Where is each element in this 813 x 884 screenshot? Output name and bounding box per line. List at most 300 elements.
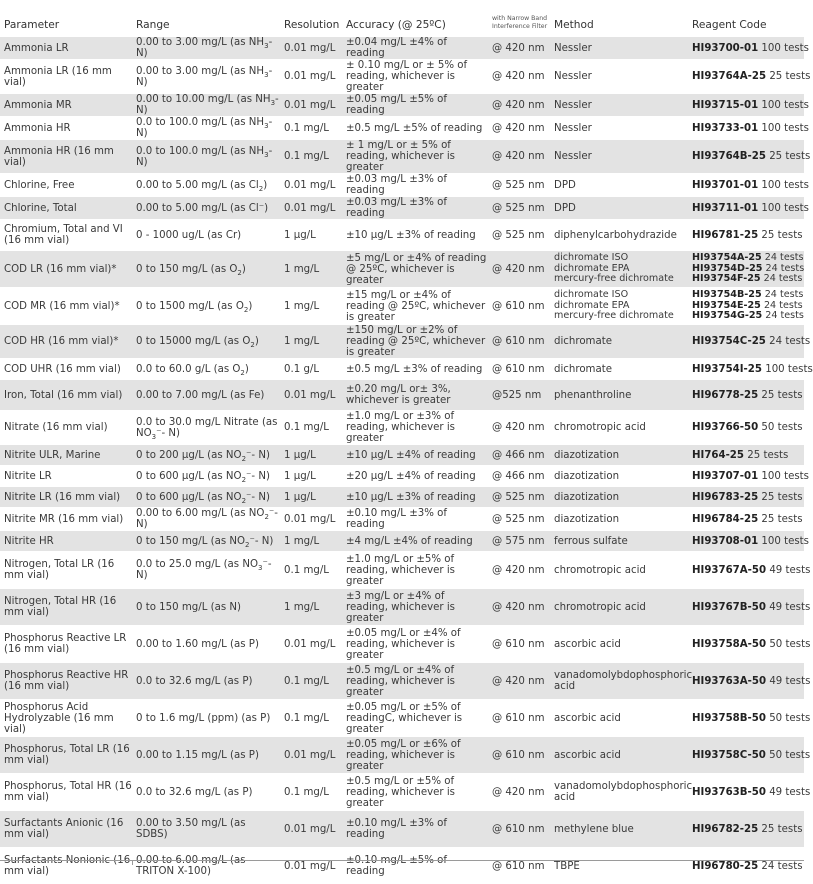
cell-resolution: 1 mg/L	[280, 589, 342, 626]
cell-range: 0 to 15000 mg/L (as $O_2$)	[132, 325, 280, 359]
cell-filter: @ 420 nm	[488, 251, 550, 288]
cell-accuracy: ±20 µg/L ±4% of reading	[342, 466, 488, 487]
cell-resolution: 0.1 g/L	[280, 359, 342, 380]
cell-parameter: Nitrogen, Total HR (16 mm vial)	[0, 589, 132, 626]
cell-method: ferrous sulfate	[550, 531, 688, 552]
table-row	[0, 508, 804, 531]
header-filter	[488, 0, 550, 37]
reagent-tests: 50 tests	[769, 713, 810, 724]
cell-range: 0 to 150 mg/L (as N)	[132, 589, 280, 626]
cell-reagent-code	[688, 626, 804, 663]
reagent-tests: 100 tests	[761, 180, 809, 191]
cell-filter: @ 610 nm	[488, 325, 550, 359]
reagent-tests: 25 tests	[747, 450, 788, 461]
cell-parameter: Ammonia LR (16 mm vial)	[0, 60, 132, 94]
cell-reagent-code	[688, 848, 804, 884]
reagent-code: HI93764A-25	[692, 71, 766, 82]
cell-method: chromotropic acid	[550, 552, 688, 589]
cell-filter: @ 525 nm	[488, 220, 550, 251]
cell-accuracy: ±15 mg/L or ±4% of reading @ 25ºC, whichever is greater	[342, 288, 488, 325]
reagent-code: HI93707-01	[692, 471, 758, 482]
cell-range: 0.0 to 32.6 mg/L (as P)	[132, 774, 280, 811]
cell-range: 0.00 to 1.60 mg/L (as P)	[132, 626, 280, 663]
reagent-code: HI93758B-50	[692, 713, 766, 724]
cell-filter: @ 525 nm	[488, 197, 550, 220]
cell-range: 0 to 600 µg/L (as $NO_2^--$ N)	[132, 487, 280, 508]
method-line: dichromate ISO	[554, 290, 688, 300]
cell-filter: @ 420 nm	[488, 140, 550, 174]
cell-range: 0.0 to 32.6 mg/L (as P)	[132, 663, 280, 700]
reagent-tests: 25 tests	[761, 492, 802, 503]
cell-reagent-code	[688, 552, 804, 589]
cell-reagent-code	[688, 94, 804, 117]
table-row	[0, 811, 804, 848]
reagent-tests: 49 tests	[769, 787, 810, 798]
cell-range: 0.00 to 7.00 mg/L (as Fe)	[132, 380, 280, 411]
cell-range: 0 to 200 µg/L (as $NO_2^--$ N)	[132, 445, 280, 466]
reagent-code: HI764-25	[692, 450, 744, 461]
cell-resolution: 0.1 mg/L	[280, 411, 342, 445]
cell-filter: @ 420 nm	[488, 117, 550, 140]
reagent-code: HI96778-25	[692, 390, 758, 401]
table-row	[0, 359, 804, 380]
cell-resolution: 0.01 mg/L	[280, 380, 342, 411]
cell-resolution: 0.01 mg/L	[280, 811, 342, 848]
bottom-divider	[0, 860, 804, 861]
table-row	[0, 663, 804, 700]
reagent-tests: 100 tests	[761, 203, 809, 214]
cell-resolution: 0.01 mg/L	[280, 848, 342, 884]
cell-method: diazotization	[550, 508, 688, 531]
cell-reagent-code	[688, 380, 804, 411]
cell-resolution: 1 µg/L	[280, 487, 342, 508]
cell-filter: @ 525 nm	[488, 487, 550, 508]
cell-method: vanadomolybdophosphoric acid	[550, 774, 688, 811]
cell-range: 0.0 to 60.0 g/L (as $O_2$)	[132, 359, 280, 380]
cell-accuracy: ±1.0 mg/L or ±3% of reading, whichever is greater	[342, 411, 488, 445]
reagent-code: HI96784-25	[692, 514, 758, 525]
table-row	[0, 174, 804, 197]
cell-range: 0.00 to 3.00 mg/L (as $NH_3-N$)	[132, 37, 280, 60]
cell-filter: @ 420 nm	[488, 37, 550, 60]
cell-range: 0.0 to 100.0 mg/L (as $NH_3-N$)	[132, 140, 280, 174]
cell-method: ascorbic acid	[550, 626, 688, 663]
cell-parameter: COD UHR (16 mm vial)	[0, 359, 132, 380]
cell-reagent-code	[688, 37, 804, 60]
reagent-tests: 25 tests	[761, 390, 802, 401]
reagent-code: HI96783-25	[692, 492, 758, 503]
cell-resolution: 1 µg/L	[280, 445, 342, 466]
cell-resolution: 1 mg/L	[280, 531, 342, 552]
reagent-code: HI93754D-25	[692, 263, 762, 274]
cell-parameter: Ammonia HR (16 mm vial)	[0, 140, 132, 174]
table-row	[0, 197, 804, 220]
cell-accuracy: ±0.10 mg/L ±3% of reading	[342, 508, 488, 531]
cell-parameter: Nitrite ULR, Marine	[0, 445, 132, 466]
header-resolution: Resolution	[280, 0, 342, 37]
cell-reagent-code	[688, 174, 804, 197]
reagent-tests: 24 tests	[765, 289, 804, 300]
cell-accuracy: ±0.5 mg/L ±3% of reading	[342, 359, 488, 380]
reagent-tests: 24 tests	[769, 336, 810, 347]
cell-parameter: mm vial)	[0, 848, 132, 884]
cell-range: 0.00 to 6.00 mg/L (as $NO_2^--$ N)	[132, 508, 280, 531]
cell-method: phenanthroline	[550, 380, 688, 411]
reagent-tests: 100 tests	[765, 364, 813, 375]
reagent-code: HI96782-25	[692, 824, 758, 835]
reagent-code: HI96780-25	[692, 861, 758, 872]
reagent-code: HI93767B-50	[692, 602, 766, 613]
cell-accuracy: ±0.5 mg/L or ±5% of reading, whichever is greater	[342, 774, 488, 811]
cell-accuracy: ±3 mg/L or ±4% of reading, whichever is greater	[342, 589, 488, 626]
cell-accuracy: ±0.03 mg/L ±3% of reading	[342, 174, 488, 197]
cell-accuracy: ±0.05 mg/L or ±5% of readingC, whichever is greater	[342, 700, 488, 737]
table-body	[0, 37, 804, 884]
reagent-tests: 49 tests	[769, 565, 810, 576]
cell-accuracy: ±0.03 mg/L ±3% of reading	[342, 197, 488, 220]
cell-range: 0 to 150 mg/L (as $O_2$)	[132, 251, 280, 288]
table-row	[0, 251, 804, 288]
cell-reagent-code	[688, 220, 804, 251]
cell-method: Nessler	[550, 37, 688, 60]
cell-accuracy: ±0.10 mg/L ±3% of reading	[342, 811, 488, 848]
cell-reagent-code	[688, 60, 804, 94]
cell-method: ascorbic acid	[550, 700, 688, 737]
cell-parameter: Nitrite MR (16 mm vial)	[0, 508, 132, 531]
method-line: dichromate ISO	[554, 253, 688, 263]
cell-filter: @ 610 nm	[488, 359, 550, 380]
cell-parameter: COD HR (16 mm vial)*	[0, 325, 132, 359]
cell-method: diazotization	[550, 445, 688, 466]
table-header	[0, 0, 804, 37]
header-method: Method	[550, 0, 688, 37]
cell-resolution: 0.1 mg/L	[280, 774, 342, 811]
cell-accuracy: ±0.5 mg/L or ±4% of reading, whichever is greater	[342, 663, 488, 700]
cell-accuracy: ±0.05 mg/L ±5% of reading	[342, 94, 488, 117]
cell-range: 0.00 to 5.00 mg/L (as $Cl_2$)	[132, 174, 280, 197]
reagent-code: HI93754G-25	[692, 310, 762, 321]
cell-reagent-code	[688, 288, 804, 325]
cell-reagent-code	[688, 197, 804, 220]
cell-parameter: Ammonia LR	[0, 37, 132, 60]
table-row	[0, 445, 804, 466]
cell-parameter: Phosphorus Reactive LR (16 mm vial)	[0, 626, 132, 663]
cell-parameter: Chromium, Total and VI (16 mm vial)	[0, 220, 132, 251]
table-row	[0, 531, 804, 552]
cell-filter: @525 nm	[488, 380, 550, 411]
reagent-code: HI93708-01	[692, 536, 758, 547]
cell-accuracy: ±0.05 mg/L or ±6% of reading, whichever is greater	[342, 737, 488, 774]
cell-reagent-code	[688, 251, 804, 288]
cell-resolution: 0.01 mg/L	[280, 60, 342, 94]
table-row	[0, 140, 804, 174]
table-row	[0, 589, 804, 626]
cell-reagent-code	[688, 700, 804, 737]
cell-range: 0.00 to 3.50 mg/L (as SDBS)	[132, 811, 280, 848]
reagent-code: HI93754C-25	[692, 336, 766, 347]
cell-method: dichromate	[550, 359, 688, 380]
table-row	[0, 411, 804, 445]
table-row	[0, 466, 804, 487]
cell-resolution: 0.01 mg/L	[280, 94, 342, 117]
cell-parameter: Nitrate (16 mm vial)	[0, 411, 132, 445]
cell-method: diphenylcarbohydrazide	[550, 220, 688, 251]
cell-reagent-code	[688, 531, 804, 552]
table-row	[0, 37, 804, 60]
table-row	[0, 325, 804, 359]
method-line: mercury-free dichromate	[554, 311, 688, 321]
cell-resolution: 1 mg/L	[280, 325, 342, 359]
cell-method: chromotropic acid	[550, 589, 688, 626]
cell-range: 0 to 150 mg/L (as $NO_2^--$ N)	[132, 531, 280, 552]
cell-reagent-code	[688, 117, 804, 140]
cell-method: Nessler	[550, 94, 688, 117]
table-row	[0, 220, 804, 251]
reagent-code: HI93754F-25	[692, 273, 761, 284]
reagent-code: HI93763A-50	[692, 676, 766, 687]
reagent-tests: 49 tests	[769, 676, 810, 687]
reagent-tests: 24 tests	[764, 300, 803, 311]
cell-parameter: Nitrite LR	[0, 466, 132, 487]
reagent-tests: 100 tests	[761, 471, 809, 482]
cell-range: TRITON X-100)	[132, 848, 280, 884]
reagent-tests: 24 tests	[765, 252, 804, 263]
cell-accuracy: ±5 mg/L or ±4% of reading @ 25ºC, whichever is greater	[342, 251, 488, 288]
cell-reagent-code	[688, 487, 804, 508]
cell-filter: @ 420 nm	[488, 411, 550, 445]
cell-method: diazotization	[550, 466, 688, 487]
reagent-tests: 24 tests	[764, 273, 803, 284]
table-row	[0, 700, 804, 737]
cell-method: Nessler	[550, 140, 688, 174]
cell-method: chromotropic acid	[550, 411, 688, 445]
cell-method: diazotization	[550, 487, 688, 508]
method-line: dichromate EPA	[554, 301, 688, 311]
cell-reagent-code	[688, 359, 804, 380]
cell-resolution: 0.01 mg/L	[280, 174, 342, 197]
reagent-tests: 49 tests	[769, 602, 810, 613]
cell-parameter: Chlorine, Total	[0, 197, 132, 220]
cell-resolution: 0.01 mg/L	[280, 626, 342, 663]
cell-method	[550, 288, 688, 325]
cell-accuracy: ±1.0 mg/L or ±5% of reading, whichever is greater	[342, 552, 488, 589]
cell-filter: @ 420 nm	[488, 663, 550, 700]
cell-range: 0 to 1.6 mg/L (ppm) (as P)	[132, 700, 280, 737]
header-reagent-code: Reagent Code	[688, 0, 804, 37]
cell-reagent-code	[688, 508, 804, 531]
cell-reagent-code	[688, 811, 804, 848]
cell-accuracy: ±150 mg/L or ±2% of reading @ 25ºC, whichever is greater	[342, 325, 488, 359]
reagent-code-line	[692, 311, 804, 321]
reagent-tests: 50 tests	[769, 750, 810, 761]
cell-accuracy: ±0.05 mg/L or ±4% of reading, whichever is greater	[342, 626, 488, 663]
cell-reagent-code	[688, 140, 804, 174]
cell-method: ascorbic acid	[550, 737, 688, 774]
cell-filter: @ 525 nm	[488, 174, 550, 197]
cell-parameter: Iron, Total (16 mm vial)	[0, 380, 132, 411]
cell-resolution: 0.01 mg/L	[280, 737, 342, 774]
header-accuracy: Accuracy (@ 25ºC)	[342, 0, 488, 37]
reagent-code: HI93764B-25	[692, 151, 766, 162]
table-row	[0, 848, 804, 884]
cell-method: methylene blue	[550, 811, 688, 848]
cell-accuracy: ±10 µg/L ±3% of reading	[342, 220, 488, 251]
cell-method: TBPE	[550, 848, 688, 884]
reagent-code: HI93715-01	[692, 100, 758, 111]
cell-reagent-code	[688, 325, 804, 359]
reagent-code: HI93701-01	[692, 180, 758, 191]
cell-resolution: 0.1 mg/L	[280, 663, 342, 700]
reagent-tests: 50 tests	[769, 639, 810, 650]
reagent-code: HI93763B-50	[692, 787, 766, 798]
reagent-tests: 100 tests	[761, 536, 809, 547]
cell-parameter: Nitrite LR (16 mm vial)	[0, 487, 132, 508]
cell-parameter: Nitrite HR	[0, 531, 132, 552]
reagent-code: HI93754A-25	[692, 252, 762, 263]
reagent-code: HI93700-01	[692, 43, 758, 54]
reagent-code: HI93754E-25	[692, 300, 761, 311]
cell-parameter: Ammonia MR	[0, 94, 132, 117]
cell-reagent-code	[688, 411, 804, 445]
cell-resolution: 0.1 mg/L	[280, 700, 342, 737]
reagent-code: HI93733-01	[692, 123, 758, 134]
cell-method: DPD	[550, 174, 688, 197]
reagent-code: HI93758C-50	[692, 750, 766, 761]
cell-filter: @ 420 nm	[488, 94, 550, 117]
cell-filter: @ 610 nm	[488, 288, 550, 325]
cell-accuracy: ±0.04 mg/L ±4% of reading	[342, 37, 488, 60]
reagent-tests: 24 tests	[766, 263, 805, 274]
reagent-tests: 100 tests	[761, 43, 809, 54]
header-parameter: Parameter	[0, 0, 132, 37]
reagent-code-line	[692, 274, 804, 284]
reagent-tests: 50 tests	[761, 422, 802, 433]
table-row	[0, 380, 804, 411]
cell-range: 0 - 1000 ug/L (as Cr)	[132, 220, 280, 251]
cell-parameter: COD LR (16 mm vial)*	[0, 251, 132, 288]
cell-accuracy: reading	[342, 848, 488, 884]
cell-resolution: 1 µg/L	[280, 220, 342, 251]
cell-resolution: 0.1 mg/L	[280, 140, 342, 174]
table-row	[0, 117, 804, 140]
cell-reagent-code	[688, 589, 804, 626]
table-row	[0, 94, 804, 117]
cell-resolution: 0.01 mg/L	[280, 197, 342, 220]
cell-filter: @ 610 nm	[488, 848, 550, 884]
cell-filter: @ 466 nm	[488, 445, 550, 466]
table-row	[0, 774, 804, 811]
table-row	[0, 60, 804, 94]
table-row	[0, 552, 804, 589]
cell-parameter: COD MR (16 mm vial)*	[0, 288, 132, 325]
cell-parameter: Ammonia HR	[0, 117, 132, 140]
cell-resolution: 0.01 mg/L	[280, 37, 342, 60]
cell-accuracy: ± 1 mg/L or ± 5% of reading, whichever is greater	[342, 140, 488, 174]
cell-method: DPD	[550, 197, 688, 220]
reagent-code: HI93754B-25	[692, 289, 762, 300]
cell-parameter: Surfactants Anionic (16 mm vial)	[0, 811, 132, 848]
cell-range: 0.00 to 3.00 mg/L (as $NH_3-N$)	[132, 60, 280, 94]
cell-range: 0.0 to 100.0 mg/L (as $NH_3-N$)	[132, 117, 280, 140]
cell-range: 0 to 600 µg/L (as $NO_2^--$ N)	[132, 466, 280, 487]
cell-parameter: Phosphorus Reactive HR (16 mm vial)	[0, 663, 132, 700]
reagent-tests: 100 tests	[761, 100, 809, 111]
cell-range: 0.00 to 1.15 mg/L (as P)	[132, 737, 280, 774]
header-range: Range	[132, 0, 280, 37]
reagent-tests: 24 tests	[765, 310, 804, 321]
cell-accuracy: ±10 µg/L ±3% of reading	[342, 487, 488, 508]
reagent-tests: 24 tests	[761, 861, 802, 872]
cell-accuracy: ±4 mg/L ±4% of reading	[342, 531, 488, 552]
cell-filter: @ 610 nm	[488, 811, 550, 848]
cell-parameter: Nitrogen, Total LR (16 mm vial)	[0, 552, 132, 589]
reagent-tests: 25 tests	[761, 824, 802, 835]
bottom-divider-tick	[132, 860, 133, 865]
cell-resolution: 1 mg/L	[280, 288, 342, 325]
reagent-tests: 25 tests	[761, 514, 802, 525]
cell-method: Nessler	[550, 60, 688, 94]
cell-range: 0.0 to 30.0 mg/L Nitrate (as $NO_3^--$ N)	[132, 411, 280, 445]
reagent-tests: 25 tests	[769, 151, 810, 162]
cell-accuracy: ± 0.10 mg/L or ± 5% of reading, whichever is greater	[342, 60, 488, 94]
header-filter-line1: with Narrow Band	[492, 15, 547, 22]
cell-reagent-code	[688, 774, 804, 811]
cell-range: 0.00 to 10.00 mg/L (as $NH_3-N$)	[132, 94, 280, 117]
cell-accuracy: ±10 µg/L ±4% of reading	[342, 445, 488, 466]
cell-accuracy: ±0.5 mg/L ±5% of reading	[342, 117, 488, 140]
cell-method: dichromate	[550, 325, 688, 359]
cell-resolution: 1 mg/L	[280, 251, 342, 288]
cell-parameter: Phosphorus, Total HR (16 mm vial)	[0, 774, 132, 811]
header-filter-line2: Interference Filter	[492, 23, 547, 30]
cell-resolution: 0.1 mg/L	[280, 117, 342, 140]
cell-filter: @ 610 nm	[488, 737, 550, 774]
cell-method	[550, 251, 688, 288]
cell-reagent-code	[688, 466, 804, 487]
table-row	[0, 487, 804, 508]
method-line: mercury-free dichromate	[554, 274, 688, 284]
cell-filter: @ 525 nm	[488, 508, 550, 531]
reagent-tests: 25 tests	[761, 230, 802, 241]
cell-parameter: Phosphorus, Total LR (16 mm vial)	[0, 737, 132, 774]
reagent-tests: 100 tests	[761, 123, 809, 134]
cell-filter: @ 575 nm	[488, 531, 550, 552]
cell-reagent-code	[688, 445, 804, 466]
reagent-tests: 25 tests	[769, 71, 810, 82]
cell-accuracy: ±0.20 mg/L or± 3%, whichever is greater	[342, 380, 488, 411]
cell-parameter: Chlorine, Free	[0, 174, 132, 197]
cell-filter: @ 420 nm	[488, 60, 550, 94]
reagent-code: HI93711-01	[692, 203, 758, 214]
cell-range: 0.0 to 25.0 mg/L (as $NO_3^--$ N)	[132, 552, 280, 589]
cell-resolution: 0.01 mg/L	[280, 508, 342, 531]
cell-filter: @ 420 nm	[488, 774, 550, 811]
cell-filter: @ 420 nm	[488, 552, 550, 589]
cell-parameter: Phosphorus Acid Hydrolyzable (16 mm vial)	[0, 700, 132, 737]
reagent-code: HI93767A-50	[692, 565, 766, 576]
cell-reagent-code	[688, 663, 804, 700]
cell-filter: @ 466 nm	[488, 466, 550, 487]
method-line: dichromate EPA	[554, 264, 688, 274]
reagent-code: HI93754I-25	[692, 364, 762, 375]
cell-filter: @ 610 nm	[488, 626, 550, 663]
cell-resolution: 1 µg/L	[280, 466, 342, 487]
cell-filter: @ 610 nm	[488, 700, 550, 737]
cell-method: vanadomolybdophosphoric acid	[550, 663, 688, 700]
reagent-code: HI93766-50	[692, 422, 758, 433]
cell-resolution: 0.1 mg/L	[280, 552, 342, 589]
reagent-code: HI96781-25	[692, 230, 758, 241]
